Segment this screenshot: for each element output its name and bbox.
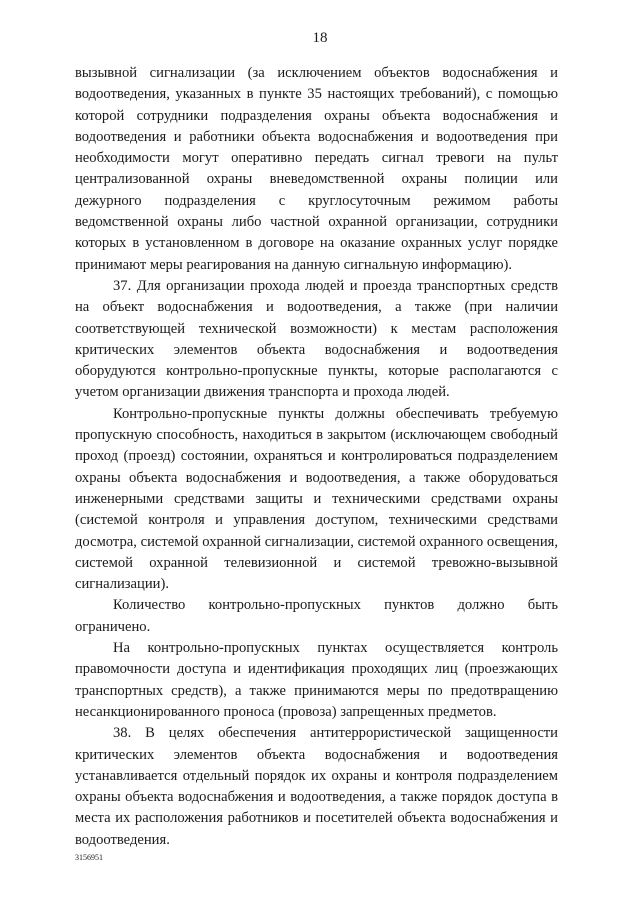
- paragraph-checkpoint-requirements: Контрольно-пропускные пункты должны обеспечивать требуемую пропускную способность, находиться в закрытом (исключающем свободный проход (проезд) состоянии, охраняться и контролироваться подразделением охраны объекта водоснабжения и водоотведения, а также оборудоваться инженерными средствами защиты и техническими средствами охраны (системой контроля и управления доступом, техническими средствами досмотра, системой охранной сигнализации, системой охранного освещения, системой охранной телевизионной и системой тревожно-вызывной сигнализации).: [75, 405, 558, 593]
- page-number: 18: [312, 30, 328, 46]
- paragraph-continuation: вызывной сигнализации (за исключением объектов водоснабжения и водоотведения, указанных в пункте 35 настоящих требований), с помощью которой сотрудники подразделения охраны объекта водоснабжения и водоотведения и работники объекта водоснабжения и водоотведения при необходимости могут оперативно передать сигнал тревоги на пульт централизованной охраны вневедомственной охраны полиции или дежурного подразделения с круглосуточным режимом работы ведомственной охраны либо частной охранной организации, сотрудники которых в установленном в договоре на оказание охранных услуг порядке принимают меры реагирования на данную сигнальную информацию).: [75, 65, 558, 273]
- paragraph-checkpoint-count: Количество контрольно-пропускных пунктов должно быть ограничено.: [75, 597, 558, 635]
- footer-document-code: 3156951: [75, 853, 103, 862]
- paragraph-checkpoint-control: На контрольно-пропускных пунктах осуществляется контроль правомочности доступа и идентификация проходящих лиц (проезжающих транспортных средств), а также принимаются меры по предотвращению несанкционированного проноса (провоза) запрещенных предметов.: [75, 640, 558, 720]
- body-text: [75, 63, 558, 851]
- paragraph-item-37: 37. Для организации прохода людей и проезда транспортных средств на объект водоснабжения и водоотведения, а также (при наличии соответствующей технической возможности) к местам расположения критических элементов объекта водоснабжения и водоотведения оборудуются контрольно-пропускные пункты, которые располагаются с учетом организации движения транспорта и прохода людей.: [75, 277, 558, 401]
- paragraph-item-38: 38. В целях обеспечения антитеррористической защищенности критических элементов объекта водоснабжения и водоотведения устанавливается отдельный порядок их охраны и контроля подразделением охраны объекта водоснабжения и водоотведения, а также порядок доступа в места их расположения работников и посетителей объекта водоснабжения и водоотведения.: [75, 725, 558, 848]
